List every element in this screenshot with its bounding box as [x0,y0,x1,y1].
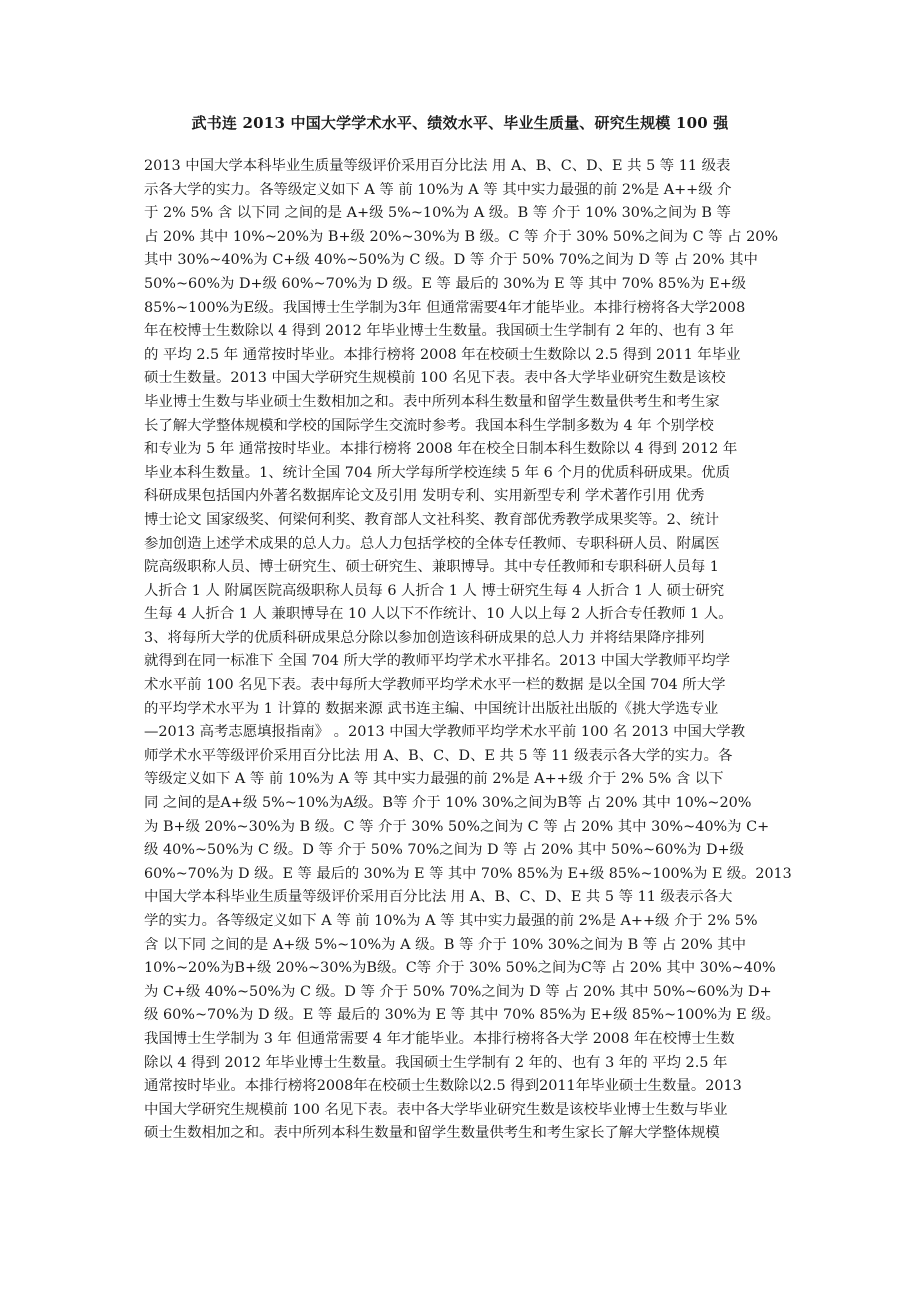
body-line: 同 之间的是A+级 5%~10%为A级。B等 介于 10% 30%之间为B等 占 20% 其中 10%~20% [144,795,752,812]
body-line: 级 40%~50%为 C 级。D 等 介于 50% 70%之间为 D 等 占 20% 其中 50%~60%为 D+级 [144,842,744,859]
body-line: 硕士生数量。2013 中国大学研究生规模前 100 名见下表。表中各大学毕业研究生数是该校 [144,370,726,387]
body-line: 院高级职称人员、博士研究生、硕士研究生、兼职博导。其中专任教师和专职科研人员每 1 [144,559,719,576]
body-line: 师学术水平等级评价采用百分比法 用 A、B、C、D、E 共 5 等 11 级表示各大学的实力。各 [144,747,733,764]
body-line: 3、将每所大学的优质科研成果总分除以参加创造该科研成果的总人力 并将结果降序排列 [144,629,705,646]
body-line: 中国大学研究生规模前 100 名见下表。表中各大学毕业研究生数是该校毕业博士生数与毕业 [144,1101,728,1118]
body-line: 的 平均 2.5 年 通常按时毕业。本排行榜将 2008 年在校硕士生数除以 2.5 得到 2011 年毕业 [144,346,741,363]
body-line: 除以 4 得到 2012 年毕业博士生数量。我国硕士生学制有 2 年的、也有 3 年的 平均 2.5 年 [144,1054,728,1071]
body-line: 级 60%~70%为 D 级。E 等 最后的 30%为 E 等 其中 70% 85%为 E+级 85%~100%为 E 级。 [144,1007,781,1024]
body-line: 就得到在同一标准下 全国 704 所大学的教师平均学术水平排名。2013 中国大学教师平均学 [144,653,731,670]
body-line: 通常按时毕业。本排行榜将2008年在校硕士生数除以2.5 得到2011年毕业硕士生数量。2013 [144,1078,742,1095]
body-line: —2013 高考志愿填报指南》 。2013 中国大学教师平均学术水平前 100 名 2013 中国大学教 [144,724,746,741]
body-line: 60%~70%为 D 级。E 等 最后的 30%为 E 等 其中 70% 85%为 E+级 85%~100%为 E 级。2013 [144,865,792,882]
body-line: 为 B+级 20%~30%为 B 级。C 等 介于 30% 50%之间为 C 等 占 20% 其中 30%~40%为 C+ [144,818,770,835]
body-line: 长了解大学整体规模和学校的国际学生交流时参考。我国本科生学制多数为 4 年 个别学校 [144,417,714,434]
body-line: 10%~20%为B+级 20%~30%为B级。C等 介于 30% 50%之间为C等 占 20% 其中 30%~40% [144,960,776,977]
body-line: 示各大学的实力。各等级定义如下 A 等 前 10%为 A 等 其中实力最强的前 2%是 A++级 介 [144,181,732,198]
body-line: 于 2% 5% 含 以下同 之间的是 A+级 5%~10%为 A 级。B 等 介于 10% 30%之间为 B 等 [144,205,731,222]
body-line: 和专业为 5 年 通常按时毕业。本排行榜将 2008 年在校全日制本科生数除以 4 得到 2012 年 [144,441,738,458]
body-line: 毕业博士生数与毕业硕士生数相加之和。表中所列本科生数量和留学生数量供考生和考生家 [144,393,720,410]
document-title: 武书连 2013 中国大学学术水平、绩效水平、毕业生质量、研究生规模 100 强 [191,114,729,132]
body-line: 等级定义如下 A 等 前 10%为 A 等 其中实力最强的前 2%是 A++级 介于 2% 5% 含 以下 [144,771,724,788]
body-line: 85%~100%为E级。我国博士生学制为3年 但通常需要4年才能毕业。本排行榜将各大学2008 [144,299,746,316]
document-body [144,155,792,1146]
body-line: 术水平前 100 名见下表。表中每所大学教师平均学术水平一栏的数据 是以全国 704 所大学 [144,677,726,694]
body-line: 年在校博士生数除以 4 得到 2012 年毕业博士生数量。我国硕士生学制有 2 年的、也有 3 年 [144,323,734,340]
body-line: 我国博士生学制为 3 年 但通常需要 4 年才能毕业。本排行榜将各大学 2008 年在校博士生数 [144,1030,735,1047]
body-line: 2013 中国大学本科毕业生质量等级评价采用百分比法 用 A、B、C、D、E 共 5 等 11 级表 [144,158,731,174]
body-line: 中国大学本科毕业生质量等级评价采用百分比法 用 A、B、C、D、E 共 5 等 11 级表示各大 [144,889,733,906]
body-line: 的平均学术水平为 1 计算的 数据来源 武书连主编、中国统计出版社出版的《挑大学选专业 [144,700,719,717]
body-line: 科研成果包括国内外著名数据库论文及引用 发明专利、实用新型专利 学术著作引用 优秀 [144,488,705,505]
body-line: 毕业本科生数量。1、统计全国 704 所大学每所学校连续 5 年 6 个月的优质科研成果。优质 [144,464,731,481]
body-line: 人折合 1 人 附属医院高级职称人员每 6 人折合 1 人 博士研究生每 4 人折合 1 人 硕士研究 [144,582,725,599]
body-line: 博士论文 国家级奖、何梁何利奖、教育部人文社科奖、教育部优秀教学成果奖等。2、统计 [144,511,719,528]
body-line: 硕士生数相加之和。表中所列本科生数量和留学生数量供考生和考生家长了解大学整体规模 [144,1125,720,1142]
body-line: 其中 30%~40%为 C+级 40%~50%为 C 级。D 等 介于 50% 70%之间为 D 等 占 20% 其中 [144,252,758,269]
body-line: 为 C+级 40%~50%为 C 级。D 等 介于 50% 70%之间为 D 等 占 20% 其中 50%~60%为 D+ [144,983,772,1000]
body-line: 学的实力。各等级定义如下 A 等 前 10%为 A 等 其中实力最强的前 2%是 A++级 介于 2% 5% [144,913,758,929]
body-line: 50%~60%为 D+级 60%~70%为 D 级。E 等 最后的 30%为 E 等 其中 70% 85%为 E+级 [144,275,747,292]
body-line: 含 以下同 之间的是 A+级 5%~10%为 A 级。B 等 介于 10% 30%之间为 B 等 占 20% 其中 [144,936,747,953]
body-line: 参加创造上述学术成果的总人力。总人力包括学校的全体专任教师、专职科研人员、附属医 [144,535,720,552]
body-line: 生每 4 人折合 1 人 兼职博导在 10 人以下不作统计、10 人以上每 2 人折合专任教师 1 人。 [144,606,733,623]
body-line: 占 20% 其中 10%~20%为 B+级 20%~30%为 B 级。C 等 介于 30% 50%之间为 C 等 占 20% [144,228,779,245]
